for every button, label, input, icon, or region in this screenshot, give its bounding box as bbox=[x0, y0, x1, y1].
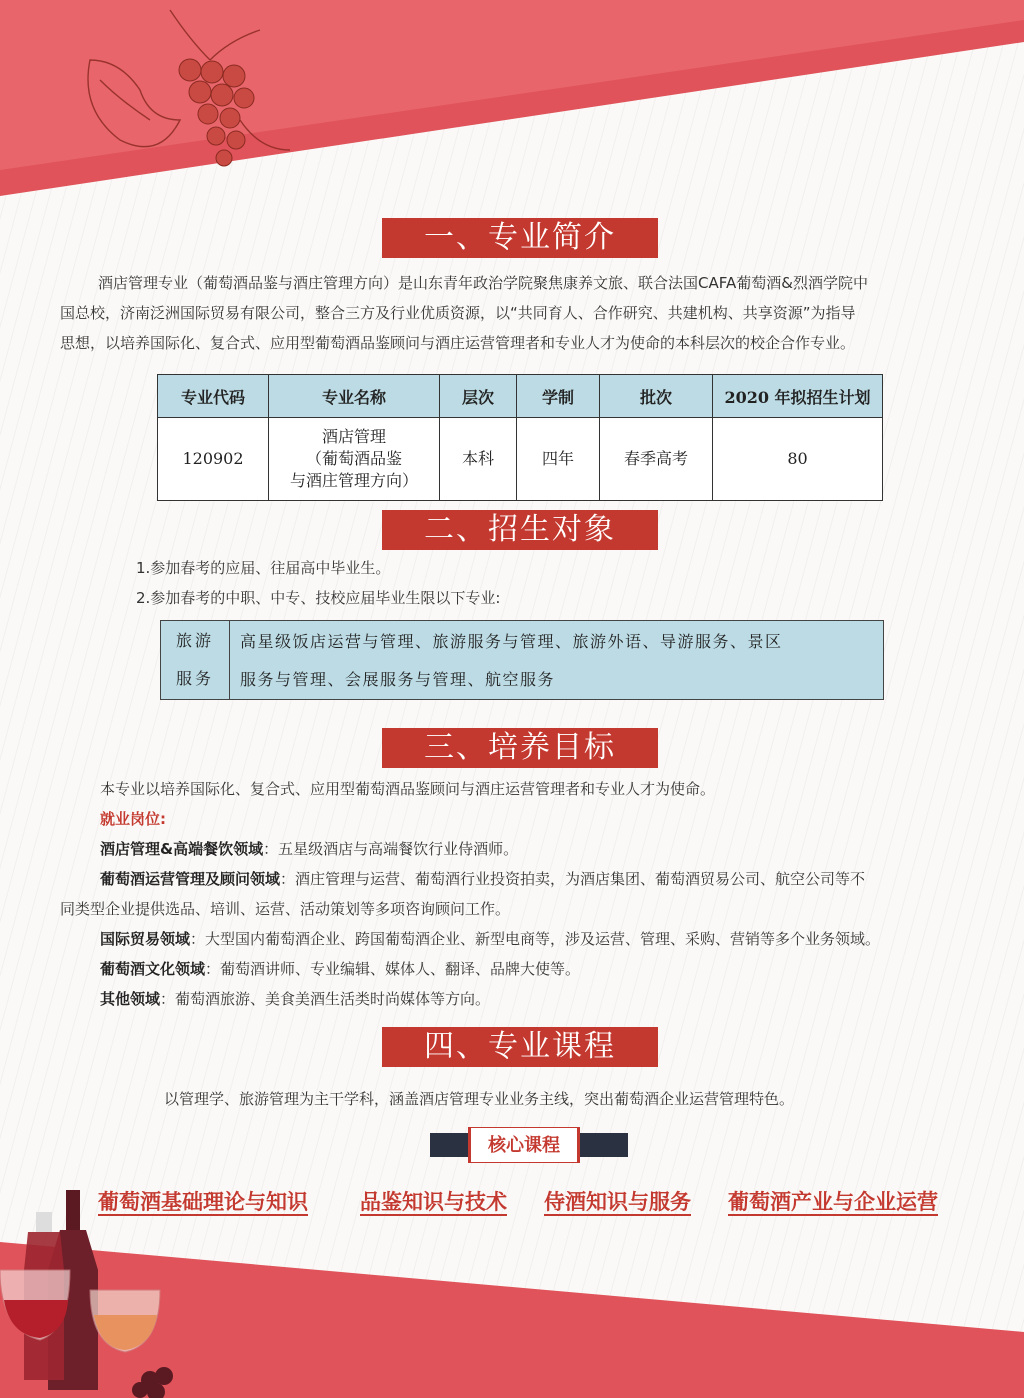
job-field-1 bbox=[100, 834, 518, 864]
field-label: 酒店管理&高端餐饮领域 bbox=[100, 840, 264, 858]
job-field-3 bbox=[100, 924, 880, 954]
job-field-2-continued: 同类型企业提供选品、培训、运营、活动策划等多项咨询顾问工作。 bbox=[60, 900, 511, 918]
field-label: 葡萄酒运营管理及顾问领域 bbox=[100, 870, 281, 888]
batch-cell: 春季高考 bbox=[600, 418, 713, 501]
major-code-cell: 120902 bbox=[158, 418, 269, 501]
eligible-category bbox=[161, 621, 230, 699]
field-text: ：葡萄酒旅游、美食美酒生活类时尚媒体等方向。 bbox=[160, 990, 491, 1008]
section-title-courses: 四、专业课程 bbox=[382, 1027, 658, 1067]
admission-item-1: 1.参加春考的应届、往届高中毕业生。 bbox=[136, 559, 391, 577]
core-courses-label: 核心课程 bbox=[468, 1127, 580, 1163]
core-course-item: 葡萄酒基础理论与知识 bbox=[98, 1190, 308, 1214]
intro-line-1: 酒店管理专业（葡萄酒品鉴与酒庄管理方向）是山东青年政治学院聚焦康养文旅、联合法国CAFA葡萄酒&烈酒学院中 bbox=[98, 274, 868, 292]
table-header-cell: 学制 bbox=[517, 375, 600, 418]
job-field-2 bbox=[100, 864, 865, 894]
major-list-line: 高星级饭店运营与管理、旅游服务与管理、旅游外语、导游服务、景区 bbox=[240, 632, 783, 651]
major-name-line: （葡萄酒品鉴 bbox=[305, 449, 402, 468]
field-text: ：五星级酒店与高端餐饮行业侍酒师。 bbox=[263, 840, 519, 858]
category-line: 服务 bbox=[175, 669, 214, 688]
intro-paragraph bbox=[60, 268, 980, 358]
section-title-admission: 二、招生对象 bbox=[382, 510, 658, 550]
goal-mission: 本专业以培养国际化、复合式、应用型葡萄酒品鉴顾问与酒庄运营管理者和专业人才为使命。 bbox=[100, 780, 716, 798]
eligible-major-list bbox=[230, 621, 883, 699]
table-row bbox=[158, 418, 883, 501]
eligible-majors-box bbox=[160, 620, 884, 700]
major-name-cell bbox=[269, 418, 440, 501]
major-name-line: 与酒庄管理方向） bbox=[289, 471, 418, 490]
section-title-goals: 三、培养目标 bbox=[382, 728, 658, 768]
table-header-cell: 层次 bbox=[440, 375, 517, 418]
core-course-item: 品鉴知识与技术 bbox=[360, 1190, 507, 1214]
years-cell: 四年 bbox=[517, 418, 600, 501]
table-header-cell: 专业代码 bbox=[158, 375, 269, 418]
category-line: 旅游 bbox=[175, 631, 214, 650]
field-text: ：葡萄酒讲师、专业编辑、媒体人、翻译、品牌大使等。 bbox=[205, 960, 581, 978]
jobs-label: 就业岗位: bbox=[100, 810, 166, 828]
field-text: ：大型国内葡萄酒企业、跨国葡萄酒企业、新型电商等，涉及运营、管理、采购、营销等多个业务领域。 bbox=[190, 930, 881, 948]
core-course-item: 侍酒知识与服务 bbox=[544, 1190, 691, 1214]
field-label: 其他领域 bbox=[100, 990, 161, 1008]
courses-intro: 以管理学、旅游管理为主干学科，涵盖酒店管理专业业务主线，突出葡萄酒企业运营管理特色。 bbox=[164, 1090, 795, 1108]
plan-cell: 80 bbox=[713, 418, 883, 501]
intro-line-2: 国总校，济南泛洲国际贸易有限公司，整合三方及行业优质资源，以“共同育人、合作研究、共建机构、共享资源”为指导 bbox=[60, 304, 856, 322]
table-header-cell: 批次 bbox=[600, 375, 713, 418]
table-header-cell: 专业名称 bbox=[269, 375, 440, 418]
field-text: ：酒庄管理与运营、葡萄酒行业投资拍卖，为酒店集团、葡萄酒贸易公司、航空公司等不 bbox=[280, 870, 866, 888]
section-title-intro: 一、专业简介 bbox=[382, 218, 658, 258]
core-course-item: 葡萄酒产业与企业运营 bbox=[728, 1190, 938, 1214]
job-field-5 bbox=[100, 984, 490, 1014]
field-label: 葡萄酒文化领域 bbox=[100, 960, 206, 978]
field-label: 国际贸易领域 bbox=[100, 930, 191, 948]
major-list-line: 服务与管理、会展服务与管理、航空服务 bbox=[240, 670, 556, 689]
major-info-table bbox=[157, 374, 883, 501]
major-name-line: 酒店管理 bbox=[321, 427, 386, 446]
admission-item-2: 2.参加春考的中职、中专、技校应届毕业生限以下专业: bbox=[136, 589, 501, 607]
job-field-4 bbox=[100, 954, 580, 984]
level-cell: 本科 bbox=[440, 418, 517, 501]
intro-line-3: 思想，以培养国际化、复合式、应用型葡萄酒品鉴顾问与酒庄运营管理者和专业人才为使命的本科层次的校企合作专业。 bbox=[60, 334, 856, 352]
table-header-cell: 2020 年拟招生计划 bbox=[713, 375, 883, 418]
table-header-row bbox=[158, 375, 883, 418]
grape-illustration bbox=[60, 0, 290, 190]
